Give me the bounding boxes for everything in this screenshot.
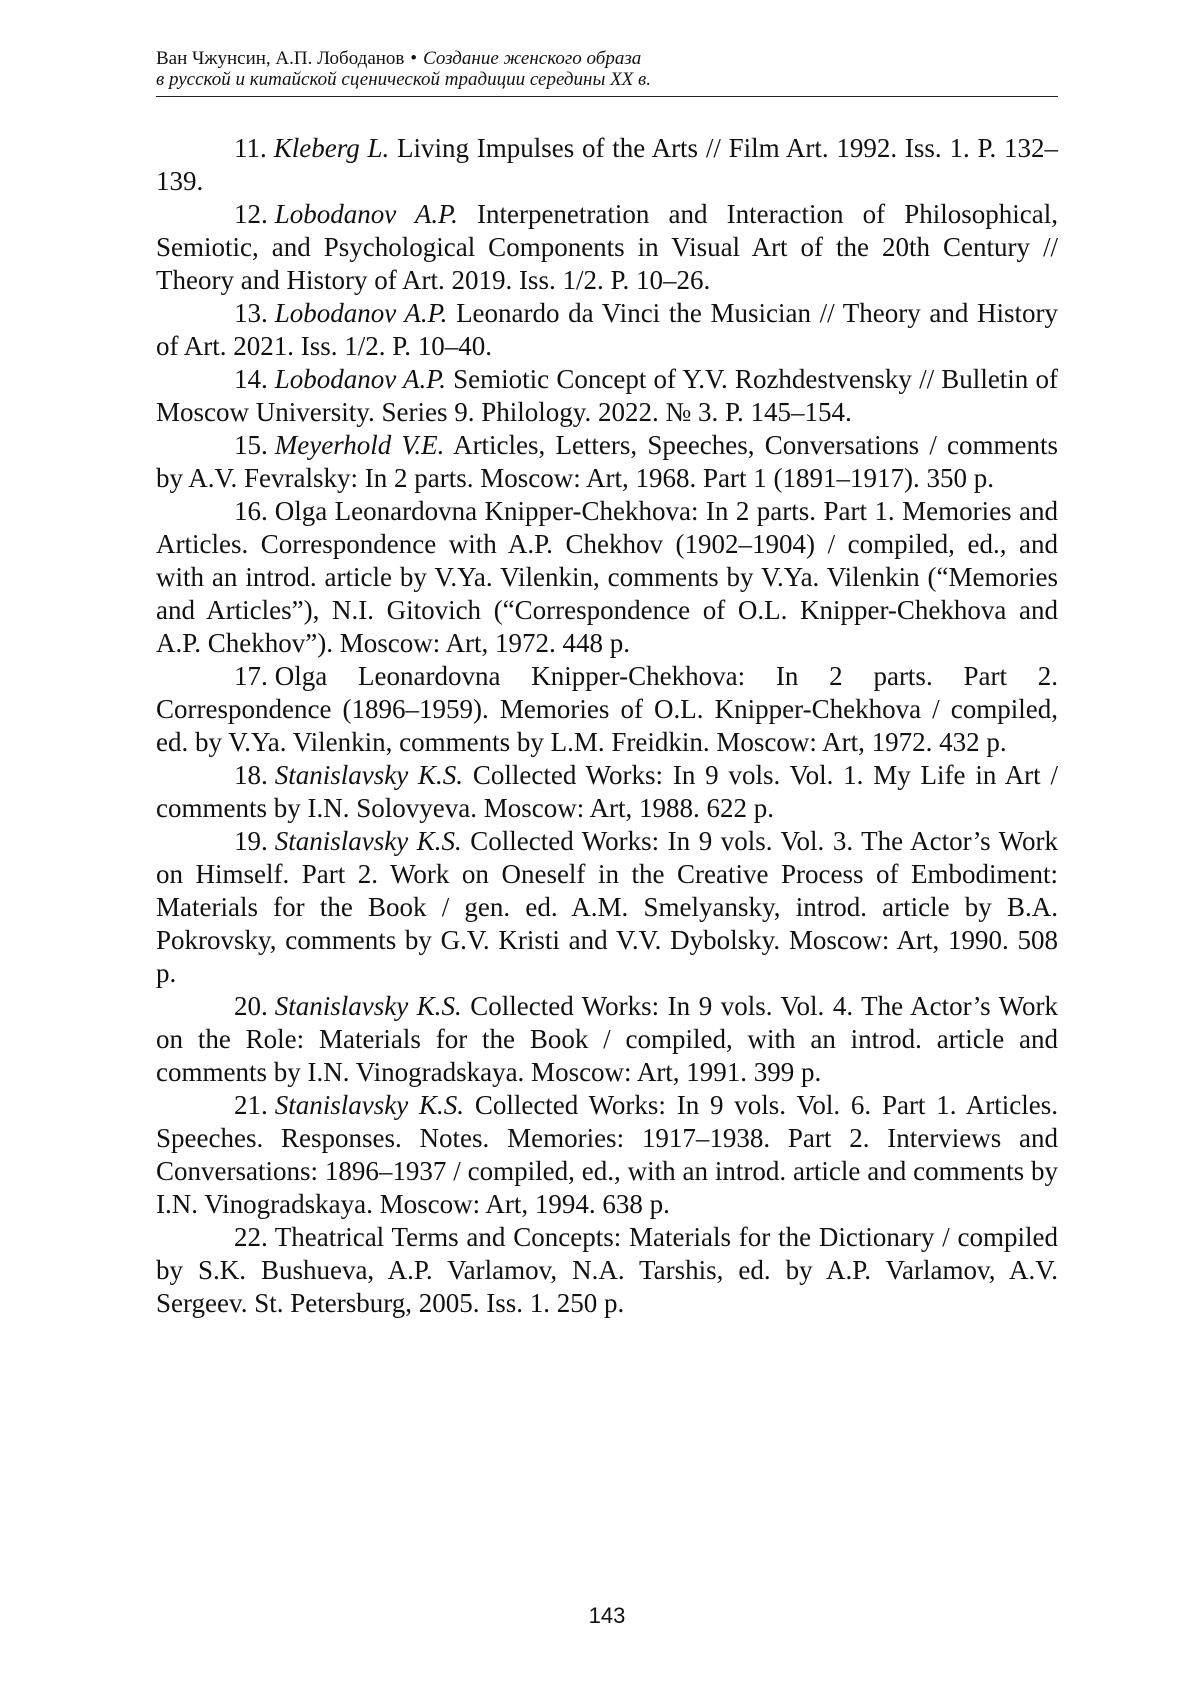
- reference-item: [156, 825, 1058, 990]
- running-header: [156, 48, 1058, 97]
- reference-number: 18.: [234, 760, 275, 790]
- reference-text: Interpenetration and Interaction of Philo­sophical, Semiotic, and Psychological Components in Visual Art of the 20th Century // Theory and History of Art. 2019. Iss. 1/2. P. 10–26.: [156, 199, 1058, 295]
- reference-author: Lobodanov A.P.: [275, 364, 446, 394]
- reference-text: Olga Leonardovna Knipper-Chekhova: In 2 parts. Part 1. Memories and Articles. Correspondence with A.P. Chekhov (1902–1904) / compiled, ed., and with an introd. article by V.Ya. Vilenkin, comments by V.Ya. Vilenkin (“Memories and Articles”), N.I. Gitovich (“Correspondence of O.L. Knipper-Chekhova and A.P. Chekhov”). Moscow: Art, 1972. 448 p.: [156, 496, 1058, 658]
- reference-text: Theatrical Terms and Concepts: Materials for the Dictio­nary / compiled by S.K. Bushueva, A.P. Varlamov, N.A. Tarshis, ed. by A.P. Varlamov, A.V. Sergeev. St. Petersburg, 2005. Iss. 1. 250 p.: [156, 1222, 1058, 1318]
- reference-text: Living Impulses of the Arts // Film Art. 1992. Iss. 1. P. 132–139.: [156, 133, 1058, 196]
- reference-item: [156, 990, 1058, 1089]
- reference-author: Lobodanov A.P.: [275, 199, 458, 229]
- reference-number: 13.: [234, 298, 275, 328]
- reference-number: 11.: [234, 133, 274, 163]
- page-number: 143: [156, 1603, 1058, 1629]
- reference-text: Collected Works: In 9 vols. Vol. 3. The Ac­tor’s Work on Himself. Part 2. Work on Oneself in the Creative Process of Embodiment: Materials for the Book / gen. ed. A.M. Smelyansky, in­trod. article by B.A. Pokrovsky, comments by G.V. Kristi and V.V. Dy­bolsky. Moscow: Art, 1990. 508 p.: [156, 826, 1058, 988]
- reference-number: 19.: [234, 826, 275, 856]
- reference-number: 15.: [234, 430, 275, 460]
- reference-number: 16.: [234, 496, 275, 526]
- reference-author: Meyerhold V.E.: [275, 430, 445, 460]
- reference-item: [156, 363, 1058, 429]
- header-separator: •: [404, 48, 423, 69]
- reference-item: [156, 759, 1058, 825]
- reference-text: Articles, Letters, Speeches, Conversations / comments by A.V. Fevralsky: In 2 parts. Moscow: Art, 1968. Part 1 (1891–1917). 350 p.: [156, 430, 1058, 493]
- reference-author: Stanislavsky K.S.: [275, 991, 462, 1021]
- reference-item: [156, 429, 1058, 495]
- reference-number: 22.: [234, 1222, 275, 1252]
- reference-item: [156, 132, 1058, 198]
- reference-number: 14.: [234, 364, 275, 394]
- reference-number: 12.: [234, 199, 275, 229]
- reference-number: 20.: [234, 991, 275, 1021]
- reference-text: Collected Works: In 9 vols. Vol. 6. Part 1. Articles. Speeches. Responses. Notes. Memories: 1917–1938. Part 2. Interviews and Conversations: 1896–1937 / compiled, ed., with an in­trod. article and comments by I.N. Vinogradskaya. Moscow: Art, 1994. 638 p.: [156, 1090, 1058, 1219]
- reference-list: [156, 132, 1058, 1320]
- reference-item: [156, 297, 1058, 363]
- header-authors: Ван Чжунсин, А.П. Лободанов: [156, 48, 404, 69]
- reference-item: [156, 1221, 1058, 1320]
- reference-number: 21.: [234, 1090, 275, 1120]
- reference-number: 17.: [234, 661, 275, 691]
- header-title-line-2: в русской и китайской сценической традиции середины XX в.: [156, 69, 1058, 90]
- running-header-line-1: [156, 48, 1058, 69]
- reference-author: Kleberg L.: [274, 133, 390, 163]
- reference-text: Collected Works: In 9 vols. Vol. 4. The Actor’s Work on the Role: Materials for the Book / compiled, with an introd. article and comments by I.N. Vinogradskaya. Moscow: Art, 1991. 399 p.: [156, 991, 1058, 1087]
- reference-author: Lobodanov A.P.: [275, 298, 448, 328]
- reference-text: Collected Works: In 9 vols. Vol. 1. My Life in Art / comments by I.N. Solovyeva. Moscow: Art, 1988. 622 p.: [156, 760, 1058, 823]
- reference-author: Stanislavsky K.S.: [275, 1090, 464, 1120]
- reference-item: [156, 660, 1058, 759]
- reference-text: Olga Leonardovna Knipper-Chekhova: In 2 parts. Part 2. Correspondence (1896–1959). Memories of O.L. Knipper-Chekhova / compiled, ed. by V.Ya. Vilenkin, comments by L.M. Freidkin. Moscow: Art, 1972. 432 p.: [156, 661, 1058, 757]
- reference-text: Leonardo da Vinci the Musician // Theory and History of Art. 2021. Iss. 1/2. P. 10–40.: [156, 298, 1058, 361]
- reference-item: [156, 198, 1058, 297]
- journal-page: [156, 0, 1058, 1703]
- reference-item: [156, 495, 1058, 660]
- reference-text: Semiotic Concept of Y.V. Rozhdestven­sky // Bulletin of Moscow University. Series 9. Philology. 2022. № 3. P. 145–154.: [156, 364, 1058, 427]
- reference-item: [156, 1089, 1058, 1221]
- reference-author: Stanislavsky K.S.: [275, 826, 462, 856]
- reference-author: Stanislavsky K.S.: [275, 760, 463, 790]
- header-title-line-1: Создание женского образа: [423, 48, 641, 69]
